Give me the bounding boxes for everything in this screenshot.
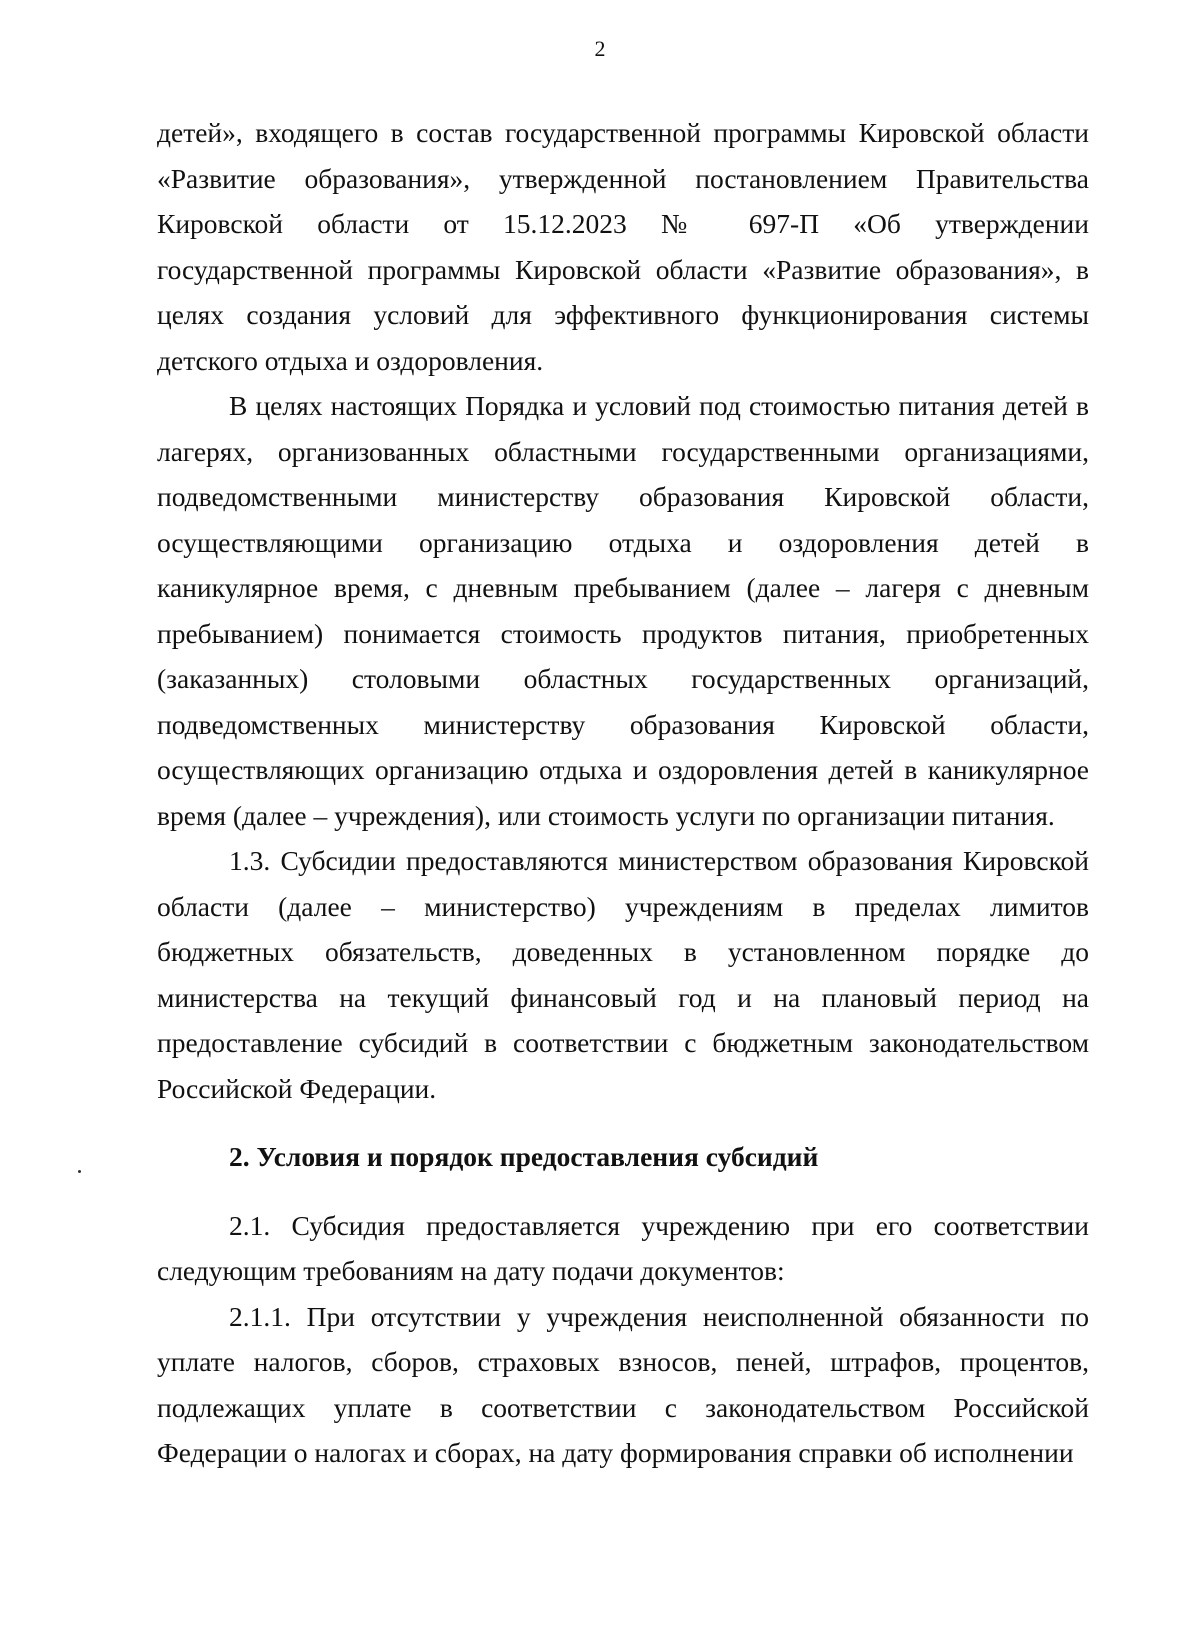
paragraph-line: «Развитие образования», утвержденной постановлением Правительства	[157, 162, 1089, 194]
paragraph-line: Кировской области от 15.12.2023 № 697-П «Об утверждении	[157, 208, 1089, 239]
paragraph	[157, 383, 1089, 838]
paragraph-line: пребыванием) понимается стоимость продуктов питания, приобретенных	[157, 617, 1089, 649]
paragraph-line: детского отдыха и оздоровления.	[157, 344, 544, 376]
paragraph-line: государственной программы Кировской области «Развитие образования», в	[157, 253, 1089, 285]
paragraph-line: подведомственными министерству образования Кировской области,	[157, 481, 1089, 512]
paragraph-line: (заказанных) столовыми областных государственных организаций,	[157, 663, 1089, 694]
paragraph	[157, 1203, 1089, 1294]
paragraph-line: подлежащих уплате в соответствии с законодательством Российской	[157, 1391, 1089, 1423]
paragraph-line: министерства на текущий финансовый год и на плановый период на	[157, 981, 1089, 1013]
scan-speck	[78, 1170, 81, 1173]
paragraph	[157, 1294, 1089, 1476]
paragraph-line: Российской Федерации.	[157, 1072, 437, 1104]
paragraph-line: целях создания условий для эффективного функционирования системы	[157, 299, 1089, 330]
paragraph-line: В целях настоящих Порядка и условий под стоимостью питания детей в	[229, 390, 1089, 421]
page-number: 2	[594, 36, 606, 61]
paragraph	[157, 838, 1089, 1111]
document-body	[157, 110, 1089, 1476]
paragraph-line: Федерации о налогах и сборах, на дату формирования справки об исполнении	[157, 1437, 1074, 1468]
paragraph-line: детей», входящего в состав государственной программы Кировской области	[157, 117, 1089, 148]
paragraph	[157, 110, 1089, 383]
paragraph-line: подведомственных министерству образования Кировской области,	[157, 708, 1089, 740]
paragraph-line: осуществляющих организацию отдыха и оздоровления детей в каникулярное	[157, 754, 1089, 785]
paragraph-line: каникулярное время, с дневным пребыванием (далее – лагеря с дневным	[157, 572, 1089, 603]
paragraph-line: уплате налогов, сборов, страховых взносов, пеней, штрафов, процентов,	[157, 1346, 1089, 1377]
paragraphs-after-heading	[157, 1203, 1089, 1476]
paragraph-line: 1.3. Субсидии предоставляются министерством образования Кировской	[229, 845, 1089, 876]
paragraph-line: следующим требованиям на дату подачи документов:	[157, 1255, 785, 1286]
paragraph-line: осуществляющими организацию отдыха и оздоровления детей в	[157, 526, 1089, 558]
paragraphs-before-heading	[157, 110, 1089, 1111]
paragraph-line: предоставление субсидий в соответствии с бюджетным законодательством	[157, 1027, 1089, 1058]
paragraph-line: 2.1. Субсидия предоставляется учреждению при его соответствии	[229, 1209, 1089, 1241]
paragraph-line: бюджетных обязательств, доведенных в установленном порядке до	[157, 936, 1089, 967]
section-heading: 2. Условия и порядок предоставления субсидий	[229, 1141, 819, 1172]
paragraph-line: лагерях, организованных областными государственными организациями,	[157, 435, 1089, 467]
paragraph-line: 2.1.1. При отсутствии у учреждения неисполненной обязанности по	[229, 1300, 1089, 1332]
paragraph-line: время (далее – учреждения), или стоимость услуги по организации питания.	[157, 799, 1055, 831]
paragraph-line: области (далее – министерство) учреждениям в пределах лимитов	[157, 890, 1089, 922]
